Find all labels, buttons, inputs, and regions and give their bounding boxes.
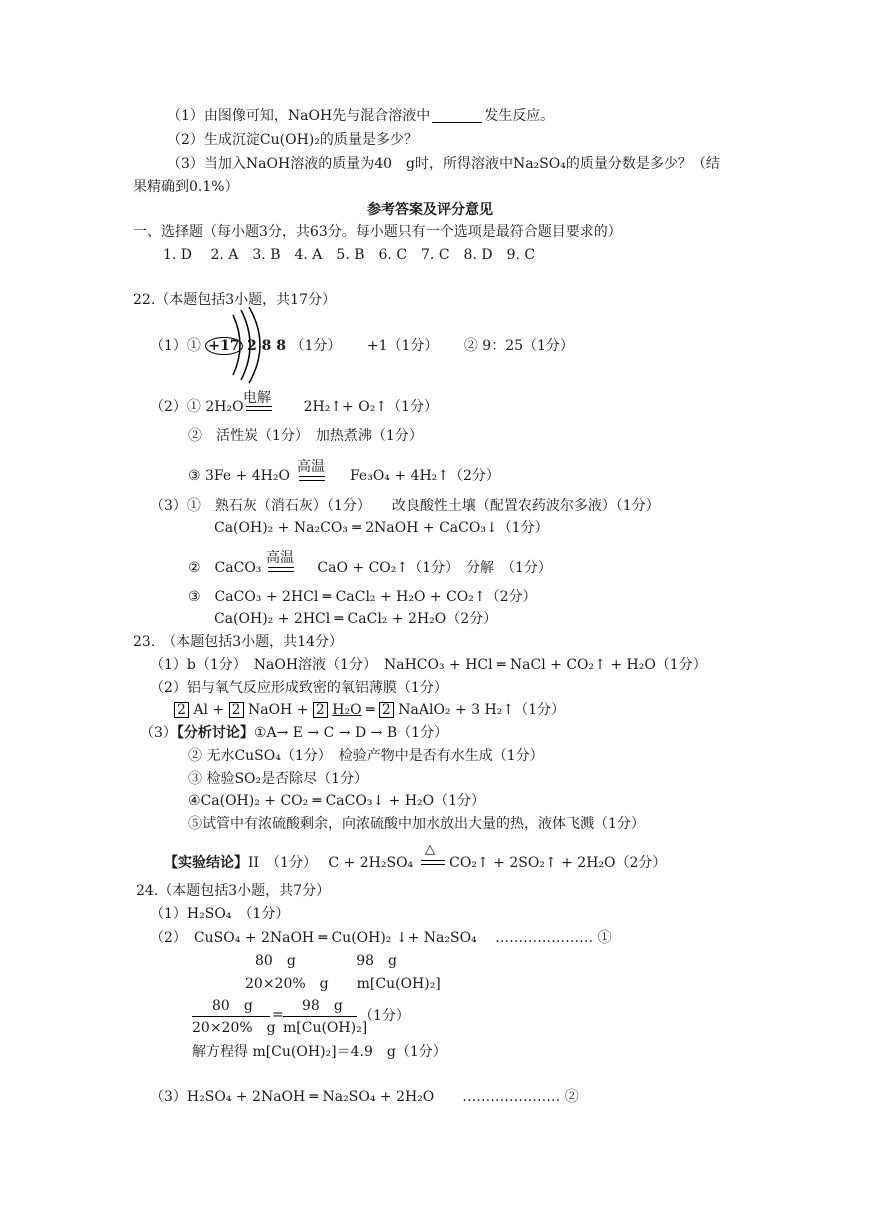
q24-solve: 解方程得 m[Cu(OH)₂]＝4.9 g（1分）	[192, 1044, 447, 1060]
fraction-bar	[192, 1016, 270, 1017]
q23-part3-2: ② 无水CuSO₄（1分） 检验产物中是否有水生成（1分）	[188, 748, 544, 764]
question-3: （3）当加入NaOH溶液的质量为40 g时，所得溶液中Na₂SO₄的质量分数是多少？（结	[167, 156, 720, 172]
fraction-equals: =	[272, 1007, 284, 1023]
equals-bar	[268, 567, 294, 572]
heat-triangle-icon: △	[425, 842, 435, 857]
coefficient-box: 2	[229, 702, 244, 718]
q23-part2: （2）铝与氧气反应形成致密的氧铝薄膜（1分）	[150, 680, 448, 696]
q22-part3-3b: Ca(OH)₂ + 2HCl ═ CaCl₂ + 2H₂O（2分）	[214, 611, 498, 627]
question-2: （2）生成沉淀Cu(OH)₂的质量是多少？	[167, 132, 418, 148]
q23-part2-equation: 2 Al + 2 NaOH + 2 H₂O ═ 2 NaAlO₂ + 3 H₂↑（1分）	[174, 701, 565, 719]
q23-conclusion: 【实验结论】II （1分） C + 2H₂SO₄ CO₂↑ + 2SO₂↑ + 2H₂O（2分）	[164, 855, 667, 871]
section1-answers: 1. D 2. A 3. B 4. A 5. B 6. C 7. C 8. D 9. C	[163, 247, 536, 263]
q24-mass-row-2: 20×20% g m[Cu(OH)₂]	[245, 976, 441, 992]
answer-blank	[432, 108, 482, 123]
fraction-score: （1分）	[359, 1008, 410, 1024]
q23-part3-5: ⑤试管中有浓硫酸剩余，向浓硫酸中加水放出大量的热，液体飞溅（1分）	[188, 816, 645, 832]
q22-part3-2: ② CaCO₃ CaO + CO₂↑（1分） 分解 （1分）	[188, 560, 552, 576]
fraction-2-numerator: 98 g	[302, 998, 343, 1014]
equals-bar	[246, 406, 272, 411]
q23-header: 23. （本题包括3小题，共14分）	[133, 634, 343, 650]
q22-part3-3: ③ CaCO₃ + 2HCl ═ CaCl₂ + H₂O + CO₂↑（2分）	[188, 589, 537, 605]
coefficient-box: 2	[174, 702, 189, 718]
q22-part2-1: （2）① 2H₂O 2H₂↑+ O₂↑（1分）	[150, 399, 438, 415]
q24-part2: （2） CuSO₄ + 2NaOH ═ Cu(OH)₂ ↓+ Na₂SO₄ ………………… ①	[150, 930, 612, 946]
q22-part2-3: ③ 3Fe + 4H₂O Fe₃O₄ + 4H₂↑（2分）	[188, 468, 500, 484]
q22-part1: （1）① +17 2 8 8 （1分） +1（1分） ② 9：25（1分）	[150, 338, 574, 354]
electron-shell-arcs	[225, 305, 275, 385]
condition-high-temp: 高温	[266, 550, 294, 566]
condition-electrolysis: 电解	[243, 390, 271, 406]
coefficient-box: 2	[379, 702, 394, 718]
condition-high-temp: 高温	[297, 459, 325, 475]
question-3-cont: 果精确到0.1%）	[133, 179, 239, 195]
q22-header: 22.（本题包括3小题，共17分）	[133, 292, 336, 308]
fraction-1-numerator: 80 g	[212, 998, 253, 1014]
q22-part2-2: ② 活性炭（1分） 加热煮沸（1分）	[188, 428, 423, 444]
q23-part3-4: ④Ca(OH)₂ + CO₂ ═ CaCO₃↓ + H₂O（1分）	[188, 793, 486, 809]
equals-bar	[421, 860, 445, 865]
section1-header: 一、选择题（每小题3分，共63分。每小题只有一个选项是最符合题目要求的）	[133, 224, 622, 240]
q24-header: 24.（本题包括3小题，共7分）	[136, 883, 331, 899]
q22-part3-1: （3）① 熟石灰（消石灰）（1分） 改良酸性土壤（配置农药波尔多液）（1分）	[150, 498, 660, 514]
fraction-2-denominator: m[Cu(OH)₂]	[283, 1020, 368, 1036]
question-1: （1）由图像可知，NaOH先与混合溶液中 发生反应。	[167, 108, 555, 124]
q24-part3: （3）H₂SO₄ + 2NaOH ═ Na₂SO₄ + 2H₂O ………………… ②	[150, 1089, 579, 1105]
q22-part3-1b: Ca(OH)₂ + Na₂CO₃ ═ 2NaOH + CaCO₃↓（1分）	[214, 520, 549, 536]
answer-title: 参考答案及评分意见	[367, 202, 493, 218]
fraction-1-denominator: 20×20% g	[192, 1020, 276, 1036]
q23-part3: （3）【分析讨论】①A→ E → C → D → B（1分）	[140, 725, 449, 741]
electron-shells: 2 8 8	[247, 338, 287, 354]
q24-part1: （1）H₂SO₄ （1分）	[150, 906, 290, 922]
coefficient-box: 2	[313, 702, 328, 718]
fraction-bar	[283, 1016, 357, 1017]
atom-nucleus: +17	[205, 337, 242, 355]
equals-bar	[299, 476, 325, 481]
q23-part3-3: ③ 检验SO₂是否除尽（1分）	[188, 771, 369, 787]
underlined-formula: H₂O	[332, 702, 362, 718]
q24-mass-row: 80 g 98 g	[255, 953, 398, 969]
q23-part1: （1）b（1分） NaOH溶液（1分） NaHCO₃ + HCl ═ NaCl + CO₂↑ + H₂O（1分）	[150, 657, 707, 673]
